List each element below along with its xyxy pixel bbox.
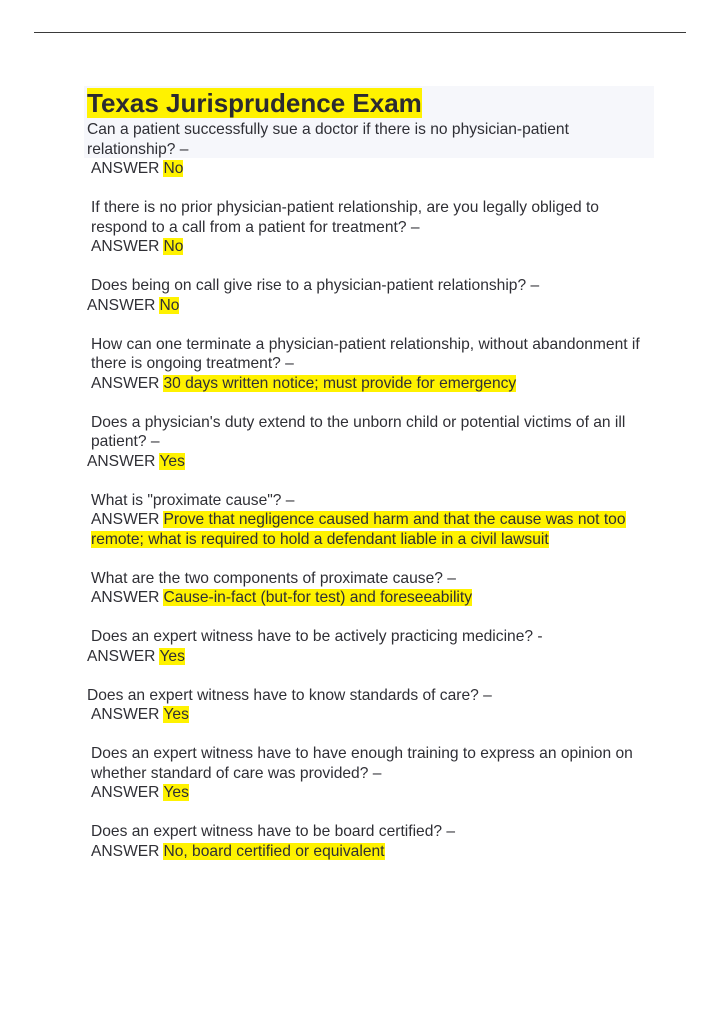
- answer-keyword: ANSWER: [91, 589, 160, 606]
- answer-text: Cause-in-fact (but-for test) and foreseeability: [163, 589, 473, 606]
- answer-keyword: ANSWER: [91, 511, 160, 528]
- answer-text: No, board certified or equivalent: [163, 842, 385, 860]
- answer-line: [87, 705, 652, 725]
- question-text: Does an expert witness have to be actively practicing medicine? -: [91, 628, 543, 645]
- answer-keyword: ANSWER: [87, 296, 156, 314]
- qa-item-1: [87, 120, 652, 179]
- answer-line: [87, 510, 652, 549]
- question-text: Can a patient successfully sue a doctor if there is no physician-patient relationship? –: [87, 121, 569, 158]
- answer-text: No: [163, 160, 184, 177]
- question-text: Does an expert witness have to know standards of care? –: [87, 686, 492, 704]
- answer-keyword: ANSWER: [91, 238, 160, 255]
- qa-item-2: [87, 198, 652, 257]
- answer-line: [87, 374, 652, 394]
- question-text: What are the two components of proximate cause? –: [91, 569, 456, 587]
- question-text: Does being on call give rise to a physician-patient relationship? –: [91, 277, 540, 294]
- question-text: Does an expert witness have to be board certified? –: [91, 823, 456, 840]
- question-text: Does an expert witness have to have enough training to express an opinion on whether standard of care was provided? –: [91, 745, 633, 782]
- answer-keyword: ANSWER: [91, 374, 160, 392]
- answer-line: [87, 237, 652, 257]
- answer-keyword: ANSWER: [91, 706, 160, 723]
- answer-line: [87, 159, 652, 179]
- question-text: If there is no prior physician-patient relationship, are you legally obliged to respond to a call from a patient for treatment? –: [91, 199, 599, 236]
- answer-line: [87, 296, 652, 316]
- qa-item-10: [87, 744, 652, 803]
- qa-item-7: [87, 569, 652, 608]
- qa-item-3: [87, 276, 652, 315]
- answer-text: Yes: [163, 706, 189, 723]
- qa-item-4: [87, 335, 652, 394]
- question-text: Does a physician's duty extend to the unborn child or potential victims of an ill patient? –: [91, 413, 626, 450]
- answer-keyword: ANSWER: [91, 160, 160, 177]
- qa-item-8: [87, 627, 652, 666]
- answer-text: Yes: [159, 452, 185, 470]
- qa-item-5: [87, 413, 652, 472]
- qa-item-9: [87, 686, 652, 725]
- answer-line: [87, 588, 652, 608]
- document-title: [87, 88, 652, 118]
- qa-item-6: [87, 491, 652, 550]
- answer-text: No: [159, 296, 180, 314]
- answer-text: 30 days written notice; must provide for emergency: [163, 374, 517, 392]
- answer-line: [87, 452, 652, 472]
- question-text: What is "proximate cause"? –: [91, 491, 295, 509]
- qa-item-11: [87, 822, 652, 861]
- answer-text: Yes: [159, 647, 185, 665]
- answer-line: [87, 842, 652, 862]
- answer-keyword: ANSWER: [87, 647, 156, 665]
- document-title-text: Texas Jurisprudence Exam: [87, 88, 422, 118]
- document-body: [87, 88, 652, 861]
- top-divider: [34, 32, 686, 33]
- answer-line: [87, 783, 652, 803]
- answer-text: No: [163, 238, 184, 255]
- answer-keyword: ANSWER: [87, 452, 156, 470]
- answer-keyword: ANSWER: [91, 784, 160, 801]
- answer-text: Yes: [163, 784, 189, 801]
- question-text: How can one terminate a physician-patient relationship, without abandonment if there is ongoing treatment? –: [91, 335, 640, 372]
- answer-line: [87, 647, 652, 667]
- answer-text: Prove that negligence caused harm and that the cause was not too remote; what is required to hold a defendant liable in a civil lawsuit: [91, 511, 626, 548]
- answer-keyword: ANSWER: [91, 842, 160, 860]
